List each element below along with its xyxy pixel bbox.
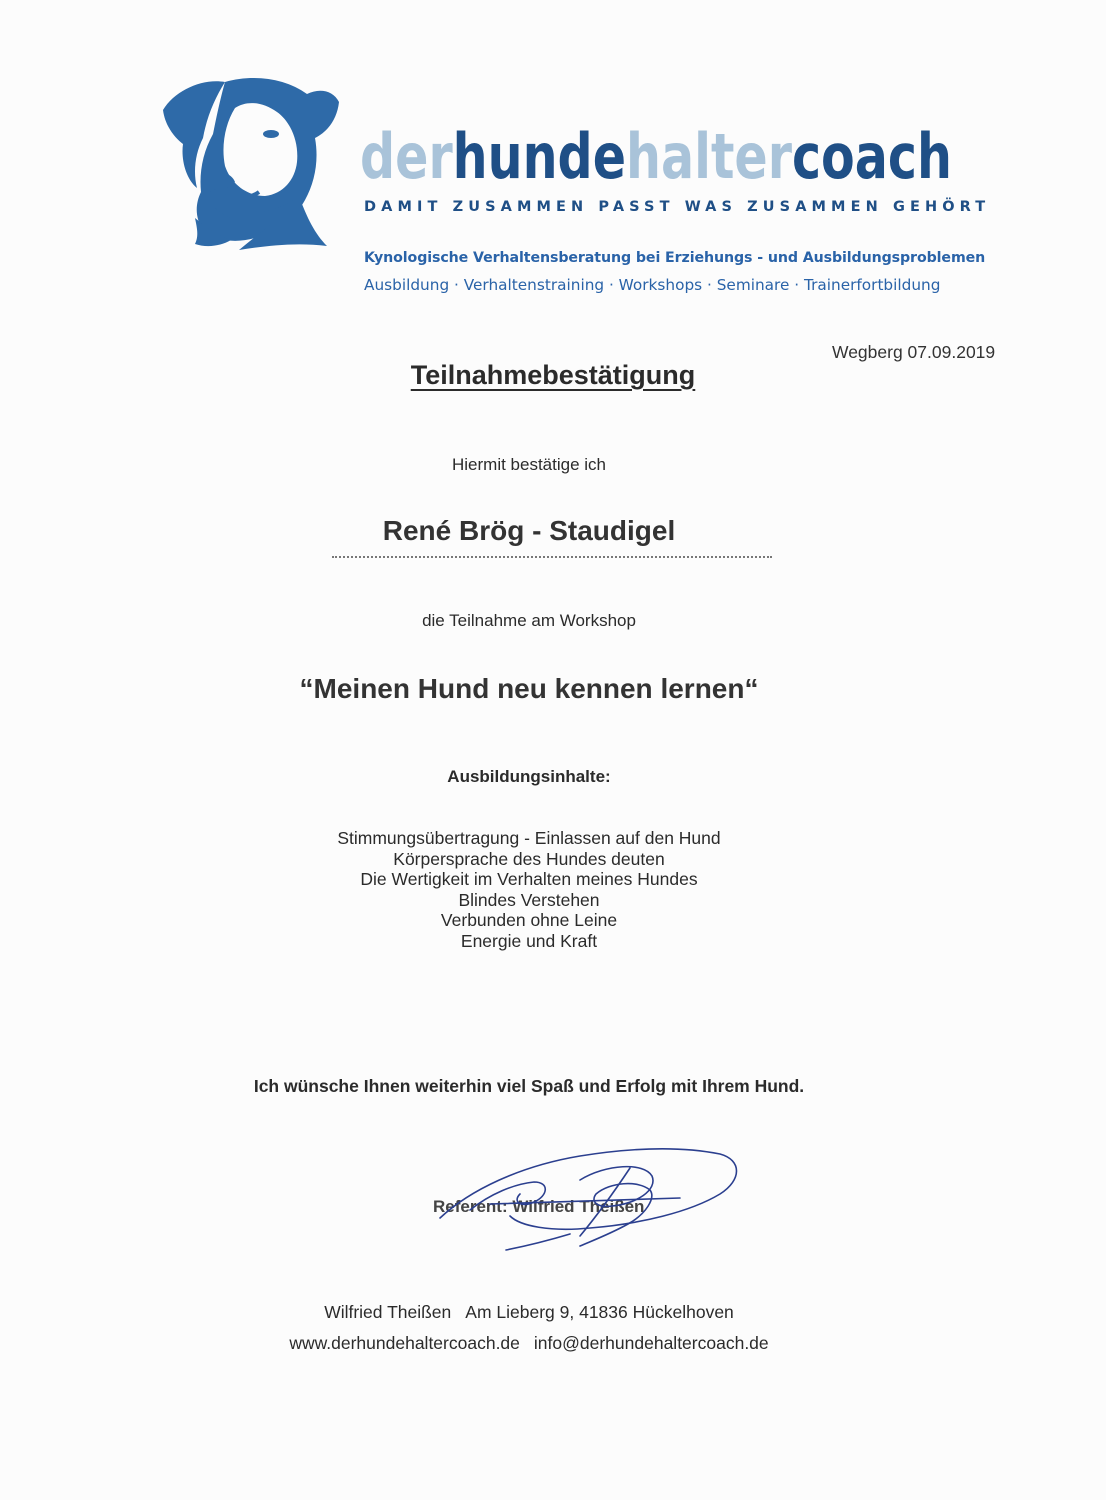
workshop-title: “Meinen Hund neu kennen lernen“ — [299, 673, 759, 704]
brand-part-hunde: hunde — [452, 120, 672, 193]
header-subtitle: Kynologische Verhaltensberatung bei Erziehungs - und Ausbildungsproblemen — [364, 250, 986, 266]
footer-name: Wilfried Theißen — [324, 1302, 452, 1322]
list-item: Verbunden ohne Leine — [440, 910, 618, 930]
brand-part-halter: halter — [626, 120, 836, 193]
dog-head-logo-icon — [155, 68, 345, 250]
email-link[interactable]: info@derhundehaltercoach.de — [533, 1333, 769, 1353]
tagline: DAMIT ZUSAMMEN PASST WAS ZUSAMMEN GEHÖRT — [364, 199, 991, 215]
footer-contact — [0, 1333, 1058, 1354]
participation-text: die Teilnahme am Workshop — [422, 611, 636, 630]
list-item: Die Wertigkeit im Verhalten meines Hundes — [360, 869, 698, 889]
list-item: Körpersprache des Hundes deuten — [393, 848, 665, 869]
dotted-line — [332, 556, 772, 558]
brand-part-der: der — [360, 120, 478, 193]
footer-street: Am Lieberg 9, 41836 Hückelhoven — [465, 1302, 734, 1322]
brand-wordmark — [360, 118, 995, 193]
svg-text:derhundehaltercoach — [360, 120, 995, 193]
participant-name: René Brög - Staudigel — [382, 515, 676, 546]
place-date: Wegberg 07.09.2019 — [832, 342, 996, 362]
footer-address — [0, 1302, 1058, 1323]
document-title: Teilnahmebestätigung — [410, 360, 696, 390]
list-item: Energie und Kraft — [460, 930, 598, 951]
contents-heading: Ausbildungsinhalte: — [447, 767, 611, 786]
signature-icon — [430, 1140, 750, 1260]
referent-label: Referent: Wilfried Theißen — [433, 1197, 645, 1216]
brand-part-coach: coach — [791, 120, 995, 193]
intro-text: Hiermit bestätige ich — [451, 455, 606, 474]
list-item: Blindes Verstehen — [458, 889, 600, 910]
list-item: Stimmungsübertragung - Einlassen auf den Hund — [337, 828, 721, 848]
contents-list — [0, 828, 1058, 951]
website-link[interactable]: www.derhundehaltercoach.de — [289, 1333, 520, 1353]
header-services: Ausbildung · Verhaltenstraining · Workshops · Seminare · Trainerfortbildung — [364, 276, 941, 294]
closing-wish: Ich wünsche Ihnen weiterhin viel Spaß und Erfolg mit Ihrem Hund. — [253, 1076, 805, 1096]
